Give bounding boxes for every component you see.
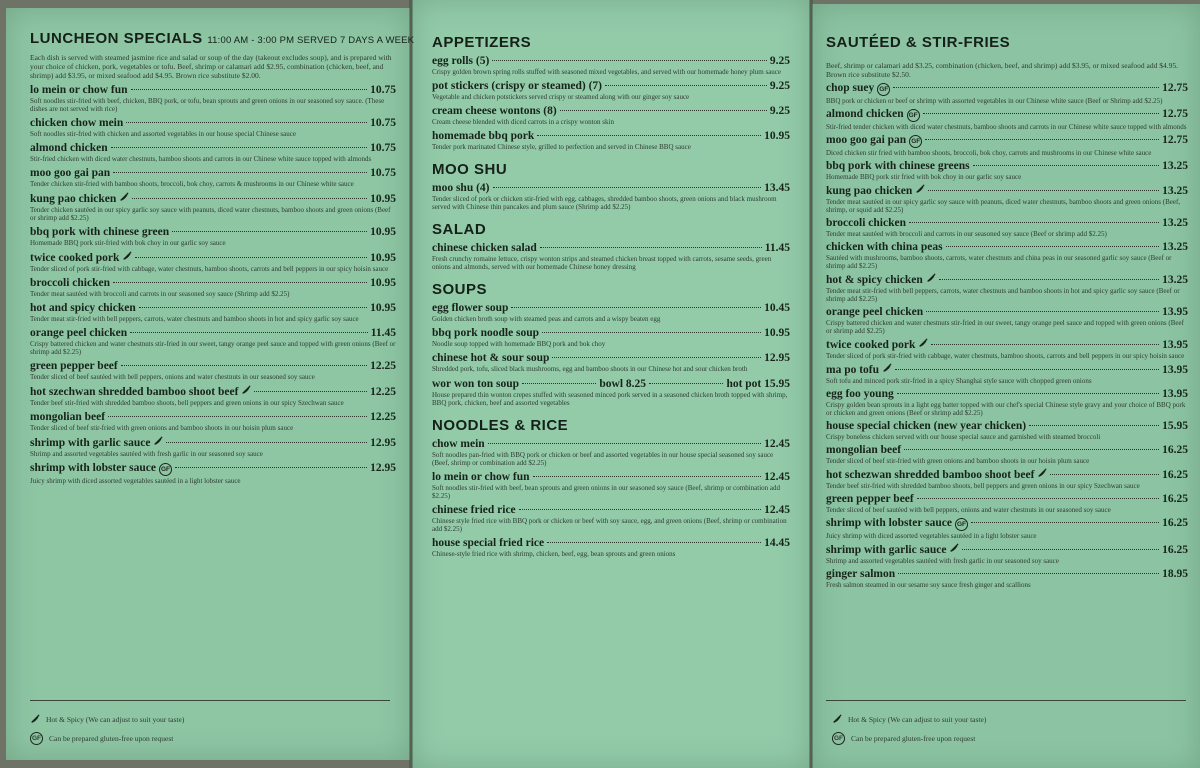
item-price: 10.95 — [370, 277, 396, 289]
luncheon-specials-section — [30, 30, 415, 485]
leader-dots — [649, 383, 723, 384]
item-price: 13.95 — [1162, 339, 1188, 351]
noodles-list — [432, 438, 790, 558]
menu-item-broccoli-chicken — [826, 217, 1188, 238]
menu-item-hot-spicy-chicken — [826, 273, 1188, 303]
leader-dots — [175, 467, 367, 468]
menu-item-moo-goo-gai-pan — [30, 167, 396, 188]
soups-list — [432, 302, 790, 373]
item-price: 9.25 — [769, 55, 790, 67]
menu-item-mongolian-beef — [30, 411, 396, 432]
item-price: 9.25 — [769, 105, 790, 117]
item-name: moo shu (4) — [432, 182, 490, 194]
leader-dots — [542, 332, 761, 333]
item-price: 12.25 — [370, 411, 396, 423]
menu-item-kung-pao-chicken — [30, 192, 396, 222]
menu-item-ginger-salmon — [826, 568, 1188, 589]
leader-dots — [946, 246, 1160, 247]
gluten-free-icon: GF — [832, 732, 845, 745]
leader-dots — [560, 110, 767, 111]
item-description: Tender sliced of pork or chicken stir-fried with egg, cabbages, shredded bamboo shoots, green onions and black mushroom served with Chinese thin pancakes and plum sauce (Shrimp add $2.25) — [432, 195, 777, 211]
item-description: Tender sliced of pork stir-fried with cabbage, water chestnuts, bamboo shoots, carrots and bell peppers in our spicy hoisin sauce — [30, 265, 389, 273]
chili-pepper-icon — [882, 363, 892, 373]
item-name: green pepper beef — [30, 360, 118, 372]
item-price: 13.95 — [1162, 364, 1188, 376]
menu-item-broccoli-chicken — [30, 277, 396, 298]
legend-gf-row — [832, 732, 1192, 745]
wor-won-ton-bowl-price: bowl 8.25 — [599, 378, 647, 390]
item-price: 12.75 — [1162, 134, 1188, 146]
leader-dots — [111, 147, 367, 148]
middle-column — [432, 34, 790, 558]
menu-item-house-special-chicken-new-year-chicken — [826, 420, 1188, 441]
leader-dots — [519, 509, 761, 510]
item-price: 10.75 — [370, 142, 396, 154]
item-description: Juicy shrimp with diced assorted vegetables sautéed in a light lobster sauce — [30, 477, 241, 485]
gluten-free-icon: GF — [955, 518, 968, 531]
item-name: almond chicken — [826, 108, 904, 120]
appetizers-title: APPETIZERS — [432, 34, 532, 51]
chili-pepper-icon — [241, 385, 251, 395]
item-price: 12.75 — [1162, 108, 1188, 120]
item-description: Chinese style fried rice with BBQ pork or chicken or beef with soy sauce, egg, and green onions (Beef, shrimp or combination add $2.25) — [432, 517, 787, 533]
menu-item-shrimp-with-lobster-sauce — [30, 462, 396, 485]
menu-item-bbq-pork-noodle-soup — [432, 327, 790, 348]
leader-dots — [1050, 474, 1159, 475]
item-price: 13.25 — [1162, 274, 1188, 286]
leader-dots — [971, 522, 1159, 523]
menu-item-mongolian-beef — [826, 444, 1188, 465]
item-price: 13.25 — [1162, 185, 1188, 197]
item-price: 12.25 — [370, 386, 396, 398]
wor-won-ton-item — [432, 378, 790, 407]
leader-dots — [540, 247, 762, 248]
wor-won-ton-hotpot-price: hot pot 15.95 — [726, 378, 791, 390]
item-price: 13.25 — [1162, 217, 1188, 229]
item-description: Golden chicken broth soup with steamed peas and carrots and a wispy beaten egg — [432, 315, 661, 323]
menu-item-green-pepper-beef — [30, 360, 396, 381]
item-name: broccoli chicken — [826, 217, 906, 229]
item-price: 10.75 — [370, 167, 396, 179]
menu-item-chinese-chicken-salad — [432, 242, 790, 271]
menu-item-lo-mein-or-chow-fun — [432, 471, 790, 500]
leader-dots — [126, 122, 367, 123]
luncheon-title — [30, 30, 415, 47]
leader-dots — [893, 87, 1159, 88]
menu-item-cream-cheese-wontons-8 — [432, 105, 790, 126]
item-price: 12.45 — [764, 438, 790, 450]
legend-spicy-row — [832, 714, 1192, 724]
gluten-free-icon: GF — [907, 109, 920, 122]
item-name: hot and spicy chicken — [30, 302, 136, 314]
menu-item-shrimp-with-garlic-sauce — [826, 543, 1188, 565]
item-name: chicken with china peas — [826, 241, 943, 253]
menu-item-green-pepper-beef — [826, 493, 1188, 514]
leader-dots — [1029, 425, 1159, 426]
leader-dots — [547, 542, 761, 543]
chili-pepper-icon — [926, 273, 936, 283]
item-description: Tender meat sautéed in our spicy garlic soy sauce with peanuts, diced water chestnuts, bamboo shoots and green onions (Beef, shrimp, or squid add $2.25) — [826, 198, 1181, 214]
item-price: 10.75 — [370, 117, 396, 129]
item-price: 16.25 — [1162, 493, 1188, 505]
appetizers-list — [432, 55, 790, 151]
leader-dots — [113, 172, 367, 173]
item-name: hot & spicy chicken — [826, 274, 923, 286]
gluten-free-icon: GF — [159, 463, 172, 476]
item-price: 12.95 — [764, 352, 790, 364]
leader-dots — [130, 332, 368, 333]
leader-dots — [537, 135, 761, 136]
item-description: Crispy golden bean sprouts in a light egg batter topped with our chef's special Chinese style gravy and your choice of BBQ pork or chicken and green onions (Beef or shrimp add $2.25) — [826, 401, 1186, 417]
leader-dots — [511, 307, 761, 308]
item-description: Cream cheese blended with diced carrots in a crispy wonton skin — [432, 118, 614, 126]
item-description: Vegetable and chicken potstickers served crispy or steamed along with our ginger soy sauce — [432, 93, 690, 101]
gluten-free-icon: GF — [30, 732, 43, 745]
luncheon-title-text: LUNCHEON SPECIALS — [30, 30, 203, 47]
item-description: Tender meat stir-fried with bell peppers, carrots, water chestnuts and bamboo shoots in hot and spicy garlic soy sauce — [30, 315, 359, 323]
item-price: 11.45 — [370, 327, 396, 339]
item-name: cream cheese wontons (8) — [432, 105, 557, 117]
item-price: 13.95 — [1162, 388, 1188, 400]
legend-spicy-text: Hot & Spicy (We can adjust to suit your taste) — [848, 714, 987, 724]
item-price: 16.25 — [1162, 544, 1188, 556]
menu-item-chinese-hot-sour-soup — [432, 352, 790, 373]
item-description: Soft tofu and minced pork stir-fried in a spicy Shanghai style sauce with chopped green onions — [826, 377, 1092, 385]
item-price: 13.25 — [1162, 160, 1188, 172]
item-description: Tender beef stir-fried with shredded bamboo shoots, bell peppers and green onions in our spicy Szechwan sauce — [30, 399, 344, 407]
leader-dots — [925, 139, 1159, 140]
item-description: Noodle soup topped with homemade BBQ pork and bok choy — [432, 340, 606, 348]
item-price: 12.75 — [1162, 82, 1188, 94]
menu-item-orange-peel-chicken — [826, 306, 1188, 335]
item-description: Tender chicken stir-fried with bamboo shoots, broccoli, bok choy, carrots & mushrooms in our Chinese white sauce — [30, 180, 354, 188]
item-price: 10.95 — [764, 327, 790, 339]
item-name: bbq pork noodle soup — [432, 327, 540, 339]
legend-spicy-text: Hot & Spicy (We can adjust to suit your taste) — [46, 714, 185, 724]
item-description: Crispy battered chicken and water chestnuts stir-fried in our sweet, tangy orange peel sauce and topped with green onions (Beef or shrimp add $2.25) — [826, 319, 1184, 335]
item-name: moo goo gai pan — [30, 167, 111, 179]
item-name: orange peel chicken — [826, 306, 924, 318]
item-description: Homemade BBQ pork stir-fried with bok choy in our garlic soy sauce — [30, 239, 226, 247]
item-price: 10.95 — [370, 226, 396, 238]
item-name: almond chicken — [30, 142, 108, 154]
legend-gf-text: Can be prepared gluten-free upon request — [851, 734, 976, 743]
gluten-free-icon: GF — [909, 135, 922, 148]
item-price: 13.25 — [1162, 241, 1188, 253]
menu-item-lo-mein-or-chow-fun — [30, 84, 396, 113]
right-divider — [826, 700, 1186, 701]
menu-item-egg-rolls-5 — [432, 55, 790, 76]
leader-dots — [172, 231, 367, 232]
item-name: mongolian beef — [30, 411, 106, 423]
menu-item-kung-pao-chicken — [826, 184, 1188, 214]
leader-dots — [898, 573, 1159, 574]
item-name: shrimp with lobster sauce — [826, 517, 952, 529]
menu-item-pot-stickers-crispy-or-steamed-7 — [432, 80, 790, 101]
item-name: green pepper beef — [826, 493, 914, 505]
item-description: BBQ pork or chicken or beef or shrimp with assorted vegetables in our Chinese white sauce (Beef or Shrimp add $2.25) — [826, 97, 1163, 105]
leader-dots — [926, 311, 1159, 312]
leader-dots — [132, 198, 367, 199]
luncheon-intro: Each dish is served with steamed jasmine rice and salad or soup of the day (takeout excludes soup), and is prepared with your choice of chicken, pork, vegetables or tofu. Beef, shrimp or calamari add $2.95, combination (chicken, beef, and shrimp) add $3.95, or mixed seafood add $4.95. Brown rice substitute $2.00. — [30, 53, 392, 80]
menu-item-hot-schezwan-shredded-bamboo-shoot-beef — [826, 468, 1188, 490]
item-name: pot stickers (crispy or steamed) (7) — [432, 80, 603, 92]
sauteed-title: SAUTÉED & STIR-FRIES — [826, 34, 1011, 51]
chili-pepper-icon — [918, 338, 928, 348]
menu-item-twice-cooked-pork — [30, 251, 396, 273]
item-name: bbq pork with chinese greens — [826, 160, 970, 172]
item-description: Fresh salmon steamed in our sesame soy sauce fresh ginger and scallions — [826, 581, 1031, 589]
chili-pepper-icon — [153, 436, 163, 446]
leader-dots — [166, 442, 367, 443]
menu-item-chow-mein — [432, 438, 790, 467]
item-description: Stir-fried tender chicken with diced water chestnuts, bamboo shoots and carrots in our Chinese white sauce topped with almonds — [826, 123, 1187, 131]
luncheon-hours: 11:00 AM - 3:00 PM SERVED 7 DAYS A WEEK — [207, 35, 415, 46]
soups-title: SOUPS — [432, 281, 488, 298]
sauteed-section — [826, 34, 1188, 589]
menu-item-moo-shu-4 — [432, 182, 790, 211]
item-name: twice cooked pork — [826, 339, 916, 351]
leader-dots — [931, 344, 1159, 345]
leader-dots — [522, 383, 596, 384]
item-name: lo mein or chow fun — [30, 84, 128, 96]
item-description: Tender pork marinated Chinese style, grilled to perfection and served in Chinese BBQ sauce — [432, 143, 691, 151]
menu-item-chicken-with-china-peas — [826, 241, 1188, 270]
item-description: Tender sliced of beef stir-fried with green onions and bamboo shoots in our hoisin plum sauce — [30, 424, 294, 432]
legend-spicy-row — [30, 714, 390, 724]
item-price: 10.95 — [764, 130, 790, 142]
item-price: 13.95 — [1162, 306, 1188, 318]
item-name: kung pao chicken — [826, 185, 913, 197]
item-name: lo mein or chow fun — [432, 471, 530, 483]
item-price: 16.25 — [1162, 517, 1188, 529]
leader-dots — [533, 476, 762, 477]
menu-item-hot-and-spicy-chicken — [30, 302, 396, 323]
item-name: chinese hot & sour soup — [432, 352, 550, 364]
menu-item-egg-foo-young — [826, 388, 1188, 417]
menu-item-twice-cooked-pork — [826, 338, 1188, 360]
item-price: 13.45 — [764, 182, 790, 194]
item-name: ginger salmon — [826, 568, 896, 580]
leader-dots — [552, 357, 761, 358]
item-price: 10.75 — [370, 84, 396, 96]
chili-pepper-icon — [30, 714, 40, 724]
item-name: kung pao chicken — [30, 193, 117, 205]
item-description: Tender sliced of beef sautéed with bell peppers, onions and water chestnuts in our seasoned soy sauce — [826, 506, 1111, 514]
item-description: Tender meat sautéed with broccoli and carrots in our seasoned soy sauce (Beef or shrimp add $2.25) — [826, 230, 1107, 238]
item-price: 10.95 — [370, 252, 396, 264]
item-price: 16.25 — [1162, 469, 1188, 481]
item-description: Soft noodles stir-fried with chicken and assorted vegetables in our house special Chinese sauce — [30, 130, 296, 138]
menu-item-shrimp-with-lobster-sauce — [826, 517, 1188, 540]
item-name: chinese chicken salad — [432, 242, 537, 254]
item-price: 18.95 — [1162, 568, 1188, 580]
item-description: Tender beef stir-fried with shredded bamboo shoots, bell peppers and green onions in our spicy Szechwan sauce — [826, 482, 1140, 490]
legend-gf-row — [30, 732, 390, 745]
leader-dots — [928, 190, 1159, 191]
moo-shu-list — [432, 182, 790, 211]
item-name: egg rolls (5) — [432, 55, 490, 67]
item-name: hot szechwan shredded bamboo shoot beef — [30, 386, 239, 398]
leader-dots — [962, 549, 1159, 550]
item-name: egg flower soup — [432, 302, 509, 314]
item-price: 10.45 — [764, 302, 790, 314]
menu-item-moo-goo-gai-pan — [826, 134, 1188, 157]
item-price: 16.25 — [1162, 444, 1188, 456]
left-legend — [30, 706, 390, 745]
leader-dots — [605, 85, 767, 86]
chili-pepper-icon — [949, 543, 959, 553]
item-description: Crispy golden brown spring rolls stuffed with seasoned mixed vegetables, and served with our homemade honey plum sauce — [432, 68, 782, 76]
chili-pepper-icon — [832, 714, 842, 724]
item-price: 11.45 — [764, 242, 790, 254]
item-name: ma po tofu — [826, 364, 880, 376]
menu-item-chicken-chow-mein — [30, 117, 396, 138]
item-description: Tender sliced of beef sautéed with bell peppers, onions and water chestnuts in our seasoned soy sauce — [30, 373, 315, 381]
leader-dots — [121, 365, 367, 366]
item-name: house special chicken (new year chicken) — [826, 420, 1027, 432]
item-name: house special fried rice — [432, 537, 545, 549]
chili-pepper-icon — [1037, 468, 1047, 478]
item-description: Sautéed with mushrooms, bamboo shoots, carrots, water chestnuts and china peas in our seasoned garlic soy sauce (Beef or shrimp add $2.25) — [826, 254, 1172, 270]
item-name: chow mein — [432, 438, 485, 450]
item-description: Soft noodles stir-fried with beef, bean sprouts and green onions in our seasoned soy sauce (Beef, shrimp or combination add $2.25) — [432, 484, 781, 500]
item-price: 12.25 — [370, 360, 396, 372]
leader-dots — [904, 449, 1159, 450]
item-description: Crispy boneless chicken served with our house special sauce and garnished with steamed broccoli — [826, 433, 1101, 441]
item-name: hot schezwan shredded bamboo shoot beef — [826, 469, 1035, 481]
item-price: 12.95 — [370, 462, 396, 474]
item-price: 12.45 — [764, 504, 790, 516]
item-description: Stir-fried chicken with diced water chestnuts, bamboo shoots and carrots in our Chinese white sauce topped with almonds — [30, 155, 372, 163]
leader-dots — [135, 257, 367, 258]
item-price: 9.25 — [769, 80, 790, 92]
item-name: bbq pork with chinese green — [30, 226, 170, 238]
chili-pepper-icon — [915, 184, 925, 194]
item-name: shrimp with lobster sauce — [30, 462, 156, 474]
item-description: Tender sliced of beef stir-fried with green onions and bamboo shoots in our hoisin plum sauce — [826, 457, 1090, 465]
menu-item-almond-chicken — [826, 108, 1188, 131]
item-price: 15.95 — [1162, 420, 1188, 432]
item-description: Tender meat sautéed with broccoli and carrots in our seasoned soy sauce (Shrimp add $2.25) — [30, 290, 290, 298]
menu-item-chinese-fried-rice — [432, 504, 790, 533]
item-description: Juicy shrimp with diced assorted vegetables sautéed in a light lobster sauce — [826, 532, 1037, 540]
item-name: orange peel chicken — [30, 327, 128, 339]
leader-dots — [108, 416, 367, 417]
leader-dots — [492, 60, 767, 61]
item-name: homemade bbq pork — [432, 130, 535, 142]
menu-item-bbq-pork-with-chinese-green — [30, 226, 396, 247]
leader-dots — [917, 498, 1159, 499]
gluten-free-icon: GF — [877, 83, 890, 96]
fold-right — [809, 0, 813, 768]
item-price: 12.95 — [370, 437, 396, 449]
item-description: Diced chicken stir fried with bamboo shoots, broccoli, bok choy, carrots and mushrooms in our Chinese white sauce — [826, 149, 1152, 157]
noodles-title: NOODLES & RICE — [432, 417, 569, 434]
salad-list — [432, 242, 790, 271]
wor-won-ton-desc: House prepared thin wonton crepes stuffed with seasoned minced pork served in a seasoned chicken broth topped with shrimp, BBQ pork, chicken, beef and assorted vegetables — [432, 391, 788, 407]
leader-dots — [897, 393, 1159, 394]
item-price: 10.95 — [370, 193, 396, 205]
item-description: Tender chicken sautéed in our spicy garlic soy sauce with peanuts, diced water chestnuts, bamboo shoots and green onions (Beef or shrimp add $2.25) — [30, 206, 391, 222]
item-name: shrimp with garlic sauce — [826, 544, 947, 556]
leader-dots — [493, 187, 762, 188]
item-description: Shrimp and assorted vegetables sautéed with fresh garlic in our seasoned soy sauce — [30, 450, 263, 458]
item-description: Shredded pork, tofu, sliced black mushrooms, egg and bamboo shoots in our Chinese hot and sour chicken broth — [432, 365, 748, 373]
leader-dots — [488, 443, 761, 444]
leader-dots — [895, 369, 1159, 370]
leader-dots — [131, 89, 368, 90]
item-name: chinese fried rice — [432, 504, 516, 516]
moo-shu-title: MOO SHU — [432, 161, 508, 178]
leader-dots — [939, 279, 1159, 280]
item-name: egg foo young — [826, 388, 894, 400]
item-description: Fresh crunchy romaine lettuce, crispy wonton strips and steamed chicken breast topped with carrots, sesame seeds, green onions and almonds, served with our homemade Chinese honey dressing — [432, 255, 772, 271]
item-name: twice cooked pork — [30, 252, 120, 264]
item-name: chop suey — [826, 82, 875, 94]
menu-item-shrimp-with-garlic-sauce — [30, 436, 396, 458]
leader-dots — [254, 391, 367, 392]
salad-title: SALAD — [432, 221, 487, 238]
item-description: Soft noodles pan-fried with BBQ pork or chicken or beef and assorted vegetables in our house special seasoned soy sauce (Beef, shrimp or combination add $2.25) — [432, 451, 774, 467]
item-description: Tender meat stir-fried with bell peppers, carrots, water chestnuts and bamboo shoots in hot and spicy garlic soy sauce (Beef or shrimp add $2.25) — [826, 287, 1180, 303]
menu-item-orange-peel-chicken — [30, 327, 396, 356]
item-description: Homemade BBQ pork stir fried with bok choy in our garlic soy sauce — [826, 173, 1022, 181]
right-legend — [832, 706, 1192, 745]
item-name: moo goo gai pan — [826, 134, 907, 146]
menu-item-ma-po-tofu — [826, 363, 1188, 385]
item-name: mongolian beef — [826, 444, 902, 456]
item-name: shrimp with garlic sauce — [30, 437, 151, 449]
menu-item-hot-szechwan-shredded-bamboo-shoot-beef — [30, 385, 396, 407]
item-description: Tender sliced of pork stir-fried with cabbage, water chestnuts, bamboo shoots, carrots and bell peppers in our spicy hoisin sauce — [826, 352, 1185, 360]
chili-pepper-icon — [122, 251, 132, 261]
legend-gf-text: Can be prepared gluten-free upon request — [49, 734, 174, 743]
item-name: chicken chow mein — [30, 117, 124, 129]
menu-item-house-special-fried-rice — [432, 537, 790, 558]
item-price: 12.45 — [764, 471, 790, 483]
leader-dots — [139, 307, 367, 308]
item-description: Soft noodles stir-fried with beef, chicken, BBQ pork, or tofu, bean sprouts and green onions in our seasoned soy sauce. (These dishes are not served with rice) — [30, 97, 385, 113]
left-divider — [30, 700, 390, 701]
sauteed-item-list — [826, 82, 1188, 589]
leader-dots — [113, 282, 367, 283]
item-price: 10.95 — [370, 302, 396, 314]
menu-item-egg-flower-soup — [432, 302, 790, 323]
item-description: Crispy battered chicken and water chestnuts stir-fried in our sweet, tangy orange peel sauce and topped with green onions (Beef or shrimp add $2.25) — [30, 340, 396, 356]
leader-dots — [973, 165, 1160, 166]
menu-item-homemade-bbq-pork — [432, 130, 790, 151]
menu-item-almond-chicken — [30, 142, 396, 163]
leader-dots — [923, 113, 1159, 114]
leader-dots — [909, 222, 1159, 223]
item-name: broccoli chicken — [30, 277, 110, 289]
item-description: Chinese-style fried rice with shrimp, chicken, beef, egg, bean sprouts and green onions — [432, 550, 676, 558]
item-description: Shrimp and assorted vegetables sautéed with fresh garlic in our seasoned soy sauce — [826, 557, 1059, 565]
sauteed-intro: Beef, shrimp or calamari add $3.25, combination (chicken, beef, and shrimp) add $3.95, or mixed seafood add $4.95. Brown rice substitute $2.50. — [826, 61, 1178, 79]
menu-item-bbq-pork-with-chinese-greens — [826, 160, 1188, 181]
item-price: 14.45 — [764, 537, 790, 549]
wor-won-ton-name: wor won ton soup — [432, 378, 520, 390]
menu-item-chop-suey — [826, 82, 1188, 105]
chili-pepper-icon — [119, 192, 129, 202]
luncheon-item-list — [30, 84, 396, 485]
fold-left — [409, 0, 413, 768]
